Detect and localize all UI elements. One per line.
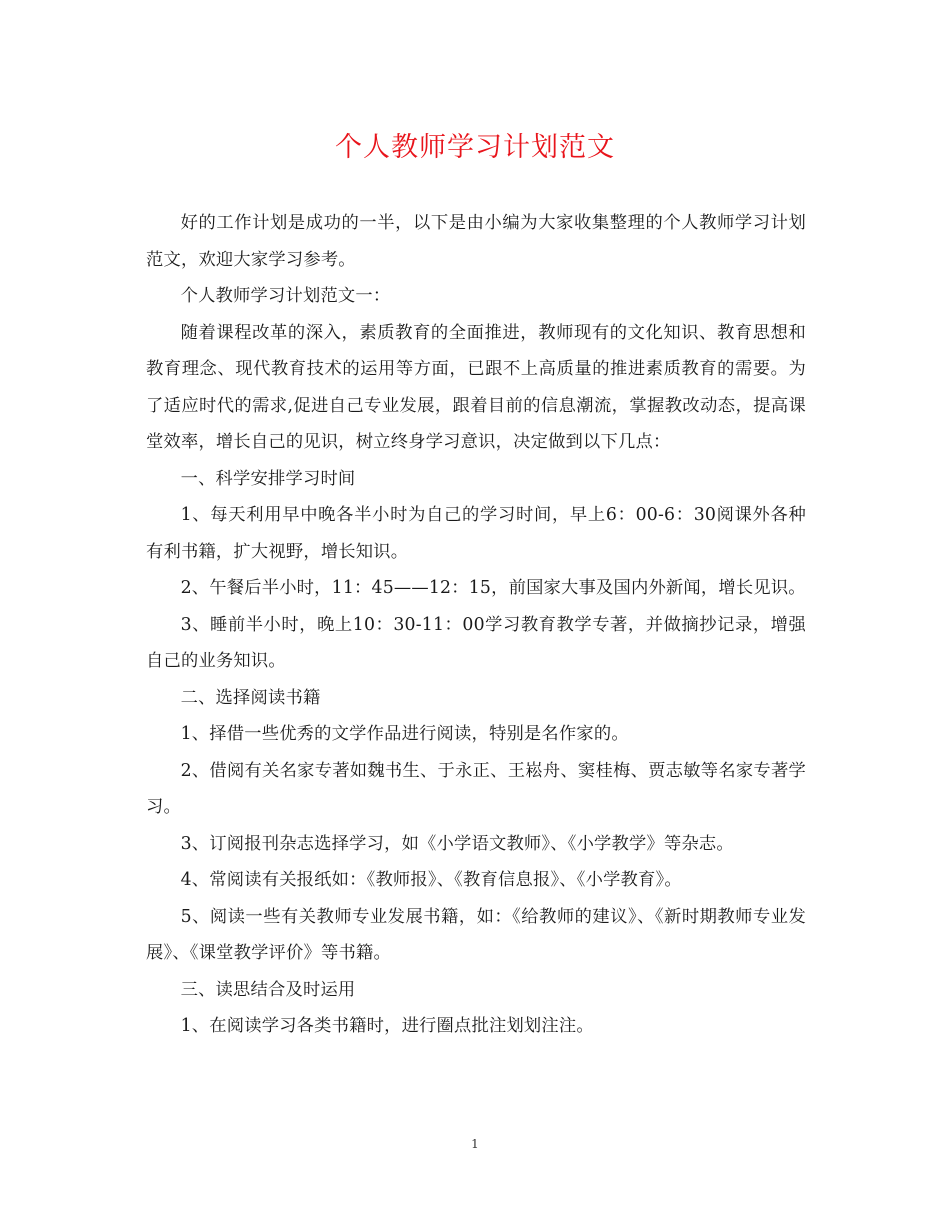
paragraph-item: 2、午餐后半小时，11：45——12：15，前国家大事及国内外新闻，增长见识。 — [180, 578, 806, 598]
paragraph-item: 1、择借一些优秀的文学作品进行阅读，特别是名作家的。 — [180, 724, 629, 744]
document-title: 个人教师学习计划范文 — [335, 132, 615, 163]
paragraph-heading-sample-one: 个人教师学习计划范文一： — [180, 286, 391, 306]
paragraph-item: 4、常阅读有关报纸如：《教师报》、《教育信息报》、《小学教育》。 — [180, 870, 682, 890]
page-number: 1 — [471, 1137, 479, 1151]
paragraph-item: 3、订阅报刊杂志选择学习，如《小学语文教师》、《小学教学》等杂志。 — [180, 833, 734, 854]
section-heading-study-time: 一、科学安排学习时间 — [180, 468, 356, 489]
paragraph-item: 5、阅读一些有关教师专业发展书籍，如：《给教师的建议》、《新时期教师专业发展》、《课堂教学评价》等书籍。 — [146, 906, 806, 963]
section-heading-reading-application: 三、读思结合及时运用 — [180, 979, 356, 1000]
section-heading-reading-books: 二、选择阅读书籍 — [180, 687, 321, 708]
paragraph-item: 1、在阅读学习各类书籍时，进行圈点批注划划注注。 — [180, 1016, 594, 1036]
paragraph-item: 2、借阅有关名家专著如魏书生、于永正、王崧舟、窦桂梅、贾志敏等名家专著学习。 — [146, 760, 806, 817]
paragraph-background: 随着课程改革的深入，素质教育的全面推进，教师现有的文化知识、教育思想和教育理念、现代教育技术的运用等方面，已跟不上高质量的推进素质教育的需要。为了适应时代的需求,促进自己专业发展，跟着目前的信息潮流，掌握教改动态，提高课堂效率，增长自己的见识，树立终身学习意识，决定做到以下几点： — [146, 322, 806, 452]
paragraph-intro: 好的工作计划是成功的一半，以下是由小编为大家收集整理的个人教师学习计划范文，欢迎大家学习参考。 — [146, 213, 806, 270]
paragraph-item: 3、睡前半小时，晚上10：30-11：00学习教育教学专著，并做摘抄记录，增强自己的业务知识。 — [146, 614, 806, 671]
document-body — [146, 205, 806, 1045]
paragraph-item: 1、每天利用早中晚各半小时为自己的学习时间，早上6：00-6：30阅课外各种有利书籍，扩大视野，增长知识。 — [146, 505, 806, 562]
